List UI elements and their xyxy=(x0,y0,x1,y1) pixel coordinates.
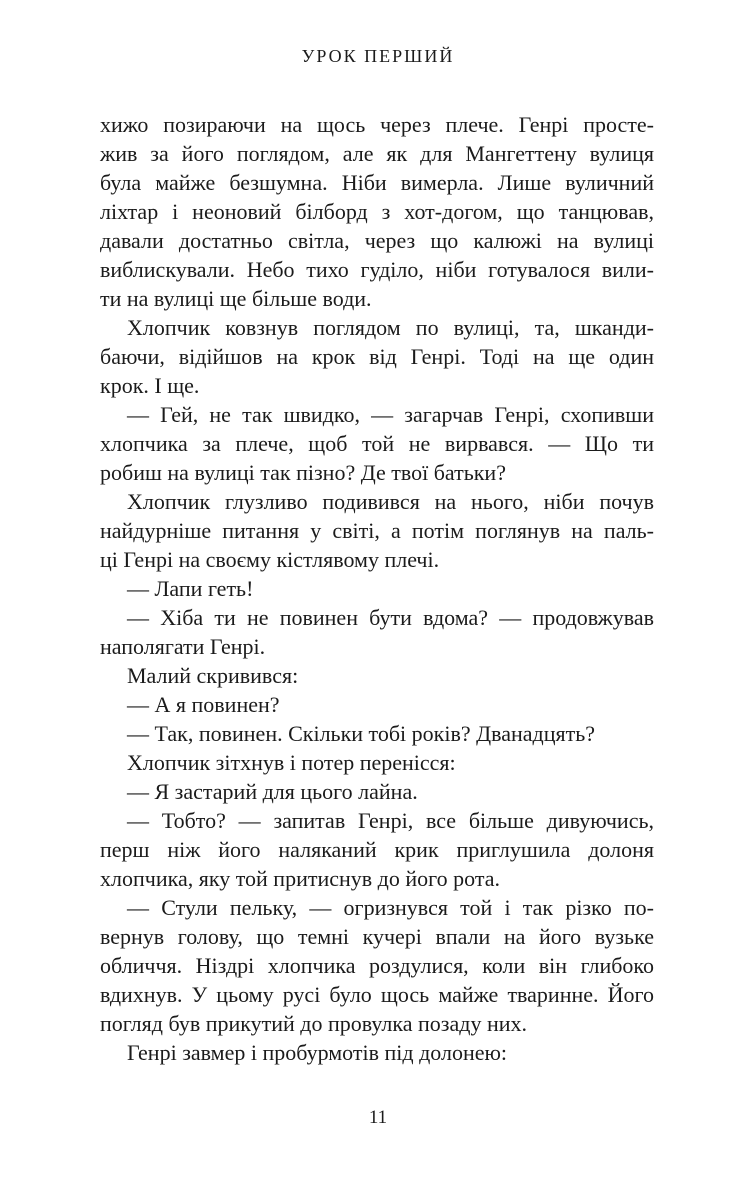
text-line: робиш на вулиці так пізно? Де твої батьки? xyxy=(100,460,506,485)
text-line: хижо позираючи на щось через плече. Генрі просте- xyxy=(100,112,654,137)
text-line: ці Генрі на своєму кістлявому плечі. xyxy=(100,547,440,572)
paragraph xyxy=(100,748,654,777)
text-line: ти на вулиці ще більше води. xyxy=(100,286,372,311)
text-line: — Гей, не так швидко, — загарчав Генрі, схопивши xyxy=(127,402,654,427)
paragraph xyxy=(100,574,654,603)
text-line: — Тобто? — запитав Генрі, все більше дивуючись, xyxy=(127,808,654,833)
text-line: — Лапи геть! xyxy=(127,576,254,601)
text-line: жив за його поглядом, але як для Мангеттену вулиця xyxy=(100,141,654,166)
text-line: — Так, повинен. Скільки тобі років? Дванадцять? xyxy=(127,721,596,746)
text-line: давали достатньо світла, через що калюжі на вулиці xyxy=(100,228,654,253)
text-line: баючи, відійшов на крок від Генрі. Тоді на ще один xyxy=(100,344,654,369)
text-line: ліхтар і неоновий білборд з хот-догом, що танцював, xyxy=(100,199,654,224)
paragraph xyxy=(100,313,654,400)
text-line: погляд був прикутий до провулка позаду них. xyxy=(100,1011,528,1036)
text-line: перш ніж його наляканий крик приглушила долоня xyxy=(100,837,654,862)
text-line: крок. І ще. xyxy=(100,373,200,398)
paragraph xyxy=(100,893,654,1038)
chapter-header: УРОК ПЕРШИЙ xyxy=(301,46,455,66)
paragraph xyxy=(100,110,654,313)
paragraph xyxy=(100,400,654,487)
text-line: виблискували. Небо тихо гуділо, ніби готувалося вили- xyxy=(100,257,654,282)
text-line: вернув голову, що темні кучері впали на його вузьке xyxy=(100,924,654,949)
text-line: була майже безшумна. Ніби вимерла. Лише вуличний xyxy=(100,170,654,195)
paragraph xyxy=(100,487,654,574)
text-line: обличчя. Ніздрі хлопчика роздулися, коли він глибоко xyxy=(100,953,654,978)
text-body xyxy=(100,110,654,1067)
paragraph xyxy=(100,661,654,690)
text-line: наполягати Генрі. xyxy=(100,634,266,659)
text-line: — Хіба ти не повинен бути вдома? — продовжував xyxy=(127,605,654,630)
text-line: — Стули пельку, — огризнувся той і так різко по- xyxy=(127,895,654,920)
page-number: 11 xyxy=(368,1107,388,1128)
text-line: Малий скривився: xyxy=(127,663,299,688)
paragraph xyxy=(100,603,654,661)
text-line: Генрі завмер і пробурмотів під долонею: xyxy=(127,1040,508,1065)
text-line: хлопчика за плече, щоб той не вирвався. — Що ти xyxy=(100,431,654,456)
text-line: Хлопчик зітхнув і потер перенісся: xyxy=(127,750,456,775)
text-line: Хлопчик ковзнув поглядом по вулиці, та, шканди- xyxy=(127,315,654,340)
text-line: вдихнув. У цьому русі було щось майже тваринне. Його xyxy=(100,982,654,1007)
text-line: хлопчика, яку той притиснув до його рота. xyxy=(100,866,500,891)
text-line: Хлопчик глузливо подивився на нього, ніби почув xyxy=(127,489,654,514)
text-line: — Я застарий для цього лайна. xyxy=(127,779,418,804)
text-line: найдурніше питання у світі, а потім поглянув на паль- xyxy=(100,518,654,543)
paragraph xyxy=(100,719,654,748)
paragraph xyxy=(100,690,654,719)
text-line: — А я повинен? xyxy=(127,692,280,717)
paragraph xyxy=(100,806,654,893)
paragraph xyxy=(100,1038,654,1067)
paragraph xyxy=(100,777,654,806)
